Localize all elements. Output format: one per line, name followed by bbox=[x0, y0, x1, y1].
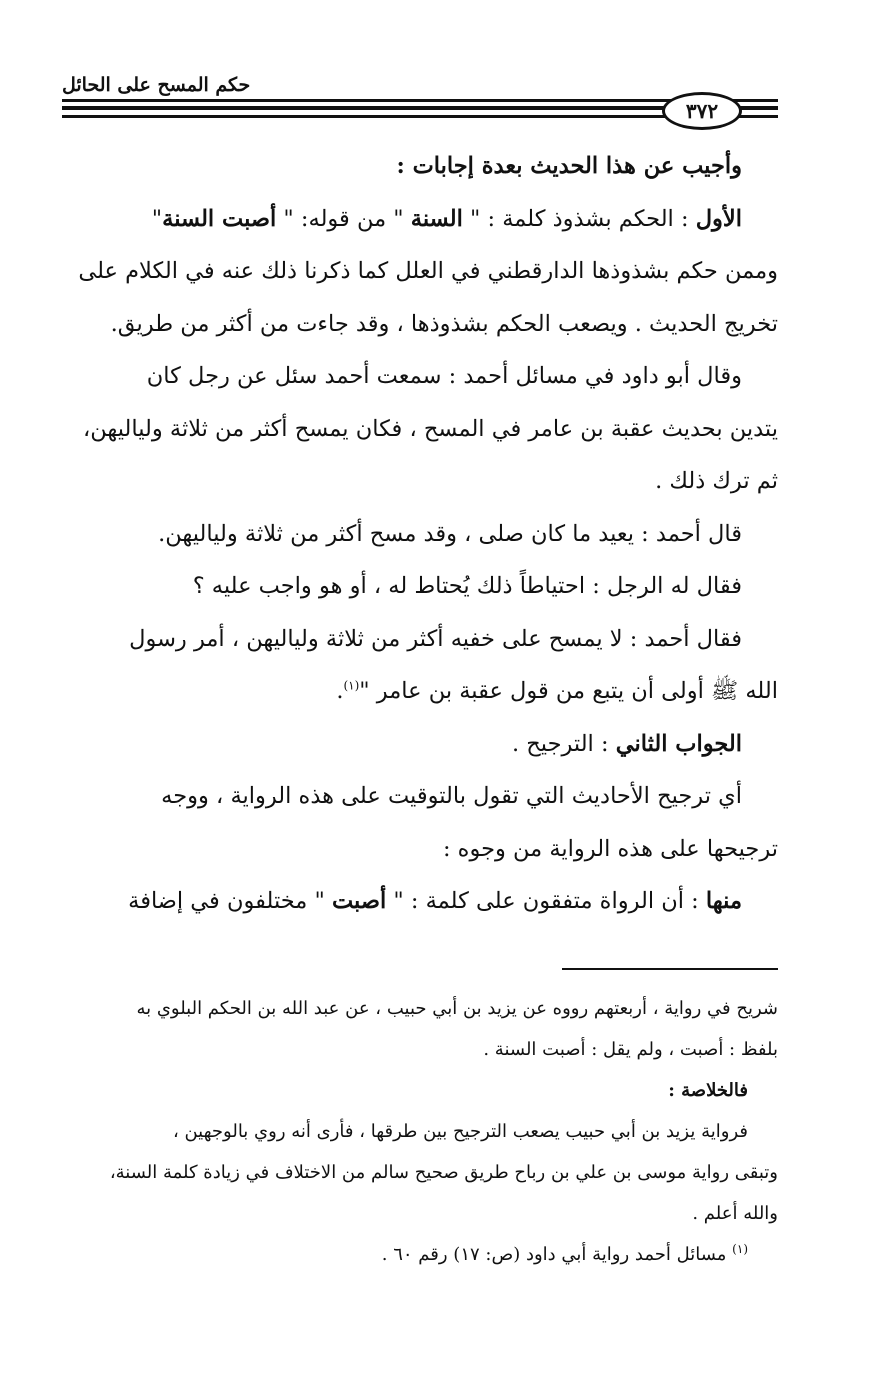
text-bold: منها bbox=[705, 888, 742, 914]
text-line: وممن حكم بشذوذها الدارقطني في العلل كما ذكرنا ذلك عنه في الكلام على bbox=[78, 258, 778, 284]
page-number bbox=[662, 92, 742, 130]
footnote-line: فالخلاصة : bbox=[668, 1080, 748, 1101]
footnote-separator bbox=[562, 968, 778, 970]
text-bold: السنة bbox=[410, 205, 463, 232]
text-line: أي ترجيح الأحاديث التي تقول بالتوقيت على هذه الرواية ، ووجه bbox=[161, 783, 742, 809]
text-span: . bbox=[336, 678, 344, 704]
text-bold: أصبت bbox=[331, 888, 387, 914]
text-line: ترجيحها على هذه الرواية من وجوه : bbox=[442, 835, 778, 862]
footnote-line: والله أعلم . bbox=[692, 1203, 778, 1224]
text-line: فقال أحمد : لا يمسح على خفيه أكثر من ثلاثة ولياليهن ، أمر رسول bbox=[129, 625, 742, 652]
text-span: " من قوله: " bbox=[276, 205, 411, 232]
text-span: : الحكم بشذوذ كلمة : " bbox=[462, 205, 696, 232]
footnote-line: بلفظ : أصبت ، ولم يقل : أصبت السنة . bbox=[483, 1039, 778, 1060]
text-line: قال أحمد : يعيد ما كان صلى ، وقد مسح أكثر من ثلاثة ولياليهن. bbox=[158, 520, 742, 547]
text-span: الله ﷺ أولى أن يتبع من قول عقبة بن عامر " bbox=[359, 678, 778, 704]
footnote-marker[interactable]: (١) bbox=[343, 678, 360, 693]
text-bold: أصبت السنة bbox=[162, 205, 277, 232]
text-line: وقال أبو داود في مسائل أحمد : سمعت أحمد سئل عن رجل كان bbox=[146, 363, 742, 389]
text-line: وأجيب عن هذا الحديث بعدة إجابات : bbox=[396, 153, 742, 179]
text-bold: الجواب الثاني bbox=[615, 730, 742, 757]
text-line: يتدين بحديث عقبة بن عامر في المسح ، فكان يمسح أكثر من ثلاثة ولياليهن، bbox=[82, 415, 778, 442]
text-line bbox=[62, 193, 778, 246]
footnote-text: مسائل أحمد رواية أبي داود (ص: ١٧) رقم ٦٠ . bbox=[381, 1244, 733, 1265]
footnote-entry bbox=[62, 1234, 778, 1275]
text-line: فقال له الرجل : احتياطاً ذلك يُحتاط له ، أو هو واجب عليه ؟ bbox=[192, 573, 742, 599]
footnotes bbox=[62, 988, 778, 1275]
text-span: : الترجيح . bbox=[511, 730, 616, 757]
text-line bbox=[62, 665, 778, 718]
text-line: تخريج الحديث . ويصعب الحكم بشذوذها ، وقد جاءت من أكثر من طريق. bbox=[110, 310, 778, 337]
running-title: حكم المسح على الحائل bbox=[62, 74, 251, 96]
text-line bbox=[62, 718, 778, 771]
footnote-line: وتبقى رواية موسى بن علي بن رباح طريق صحيح سالم من الاختلاف في زيادة كلمة السنة، bbox=[109, 1162, 778, 1183]
footnote-line: شريح في رواية ، أربعتهم رووه عن يزيد بن أبي حبيب ، عن عبد الله بن الحكم البلوي به bbox=[136, 998, 778, 1019]
text-line bbox=[62, 875, 778, 928]
footnote-line: فرواية يزيد بن أبي حبيب يصعب الترجيح بين طرقها ، فأرى أنه روي بالوجهين ، bbox=[172, 1121, 748, 1142]
main-text bbox=[62, 140, 778, 928]
text-span: " مختلفون في إضافة bbox=[128, 888, 332, 914]
page-number-text: ٣٧٢ bbox=[685, 99, 719, 123]
text-bold: الأول bbox=[695, 205, 742, 232]
text-span: : أن الرواة متفقون على كلمة : " bbox=[386, 888, 706, 914]
text-line: ثم ترك ذلك . bbox=[655, 468, 778, 494]
text-span: " bbox=[151, 205, 163, 232]
footnote-number: (١) bbox=[732, 1242, 748, 1256]
